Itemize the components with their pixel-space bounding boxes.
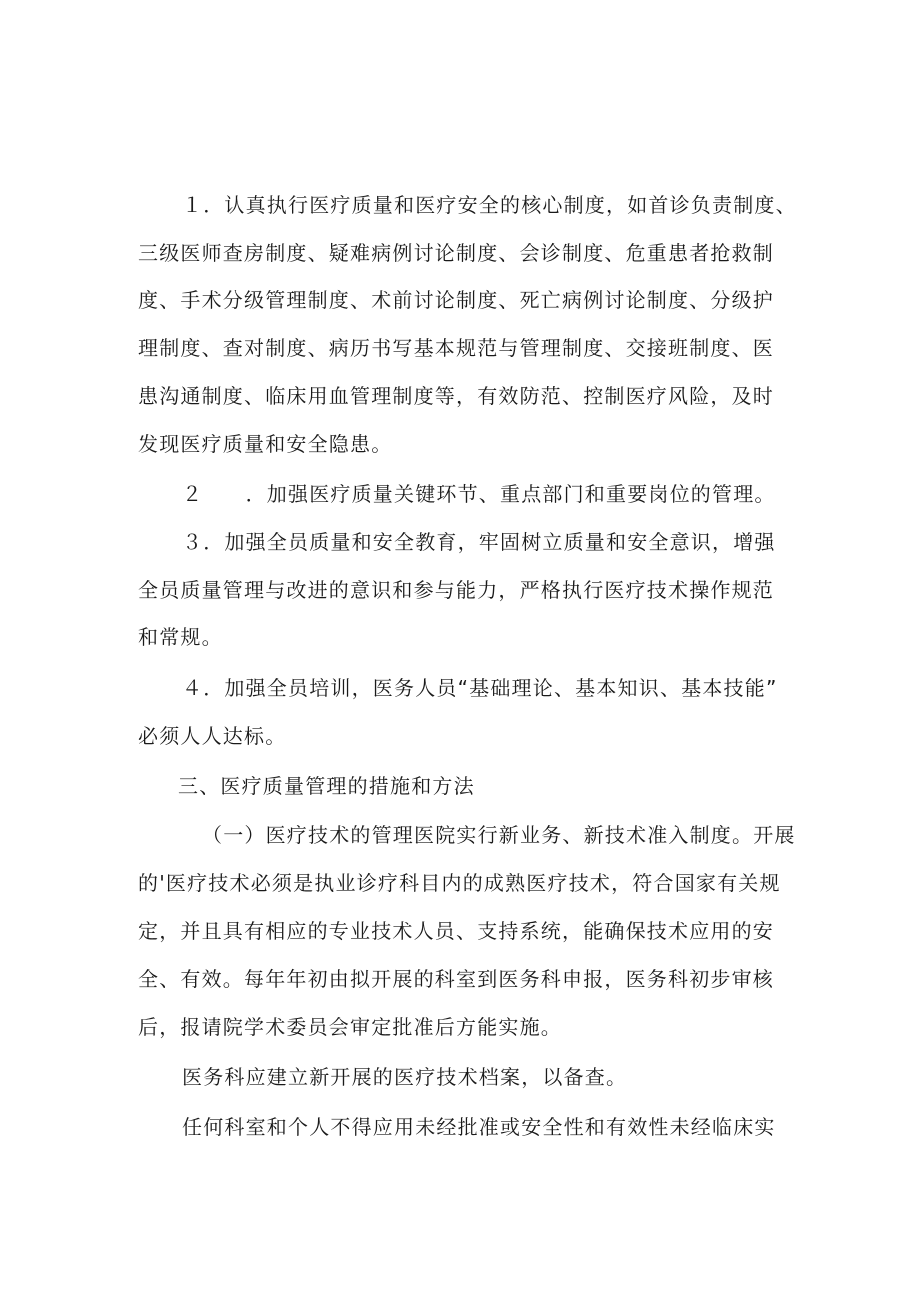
- paragraph-3-line-3: 和常规。: [138, 625, 223, 649]
- paragraph-1-line-1: １．认真执行医疗质量和医疗安全的核心制度，如首诊负责制度、: [182, 193, 797, 217]
- paragraph-5-line-1: （一）医疗技术的管理医院实行新业务、新技术准入制度。开展: [202, 823, 796, 847]
- paragraph-4-line-2: 必须人人达标。: [138, 724, 287, 748]
- paragraph-2-line-1: ２ ．加强医疗质量关键环节、重点部门和重要岗位的管理。: [182, 482, 776, 506]
- paragraph-5-line-3: 定，并且具有相应的专业技术人员、支持系统，能确保技术应用的安: [138, 919, 774, 943]
- paragraph-1-line-4: 理制度、查对制度、病历书写基本规范与管理制度、交接班制度、医: [138, 336, 774, 360]
- paragraph-6-line-1: 医务科应建立新开展的医疗技术档案，以备查。: [182, 1065, 628, 1089]
- section-heading: 三、医疗质量管理的措施和方法: [178, 774, 475, 798]
- paragraph-1-line-2: 三级医师查房制度、疑难病例讨论制度、会诊制度、危重患者抢救制: [138, 241, 774, 265]
- paragraph-5-line-2: 的'医疗技术必须是执业诊疗科目内的成熟医疗技术，符合国家有关规: [138, 871, 781, 895]
- paragraph-5-line-4: 全、有效。每年年初由拟开展的科室到医务科申报，医务科初步审核: [138, 967, 774, 991]
- paragraph-5-line-5: 后，报请院学术委员会审定批准后方能实施。: [138, 1015, 562, 1039]
- paragraph-1-line-5: 患沟通制度、临床用血管理制度等，有效防范、控制医疗风险，及时: [138, 384, 774, 408]
- paragraph-4-line-1: ４．加强全员培训，医务人员“基础理论、基本知识、基本技能”: [182, 676, 778, 700]
- paragraph-3-line-2: 全员质量管理与改进的意识和参与能力，严格执行医疗技术操作规范: [138, 578, 774, 602]
- paragraph-7-line-1: 任何科室和个人不得应用未经批准或安全性和有效性未经临床实: [182, 1115, 776, 1139]
- paragraph-3-line-1: ３．加强全员质量和安全教育，牢固树立质量和安全意识，增强: [182, 530, 776, 554]
- paragraph-1-line-6: 发现医疗质量和安全隐患。: [138, 432, 393, 456]
- paragraph-1-line-3: 度、手术分级管理制度、术前讨论制度、死亡病例讨论制度、分级护: [138, 288, 774, 312]
